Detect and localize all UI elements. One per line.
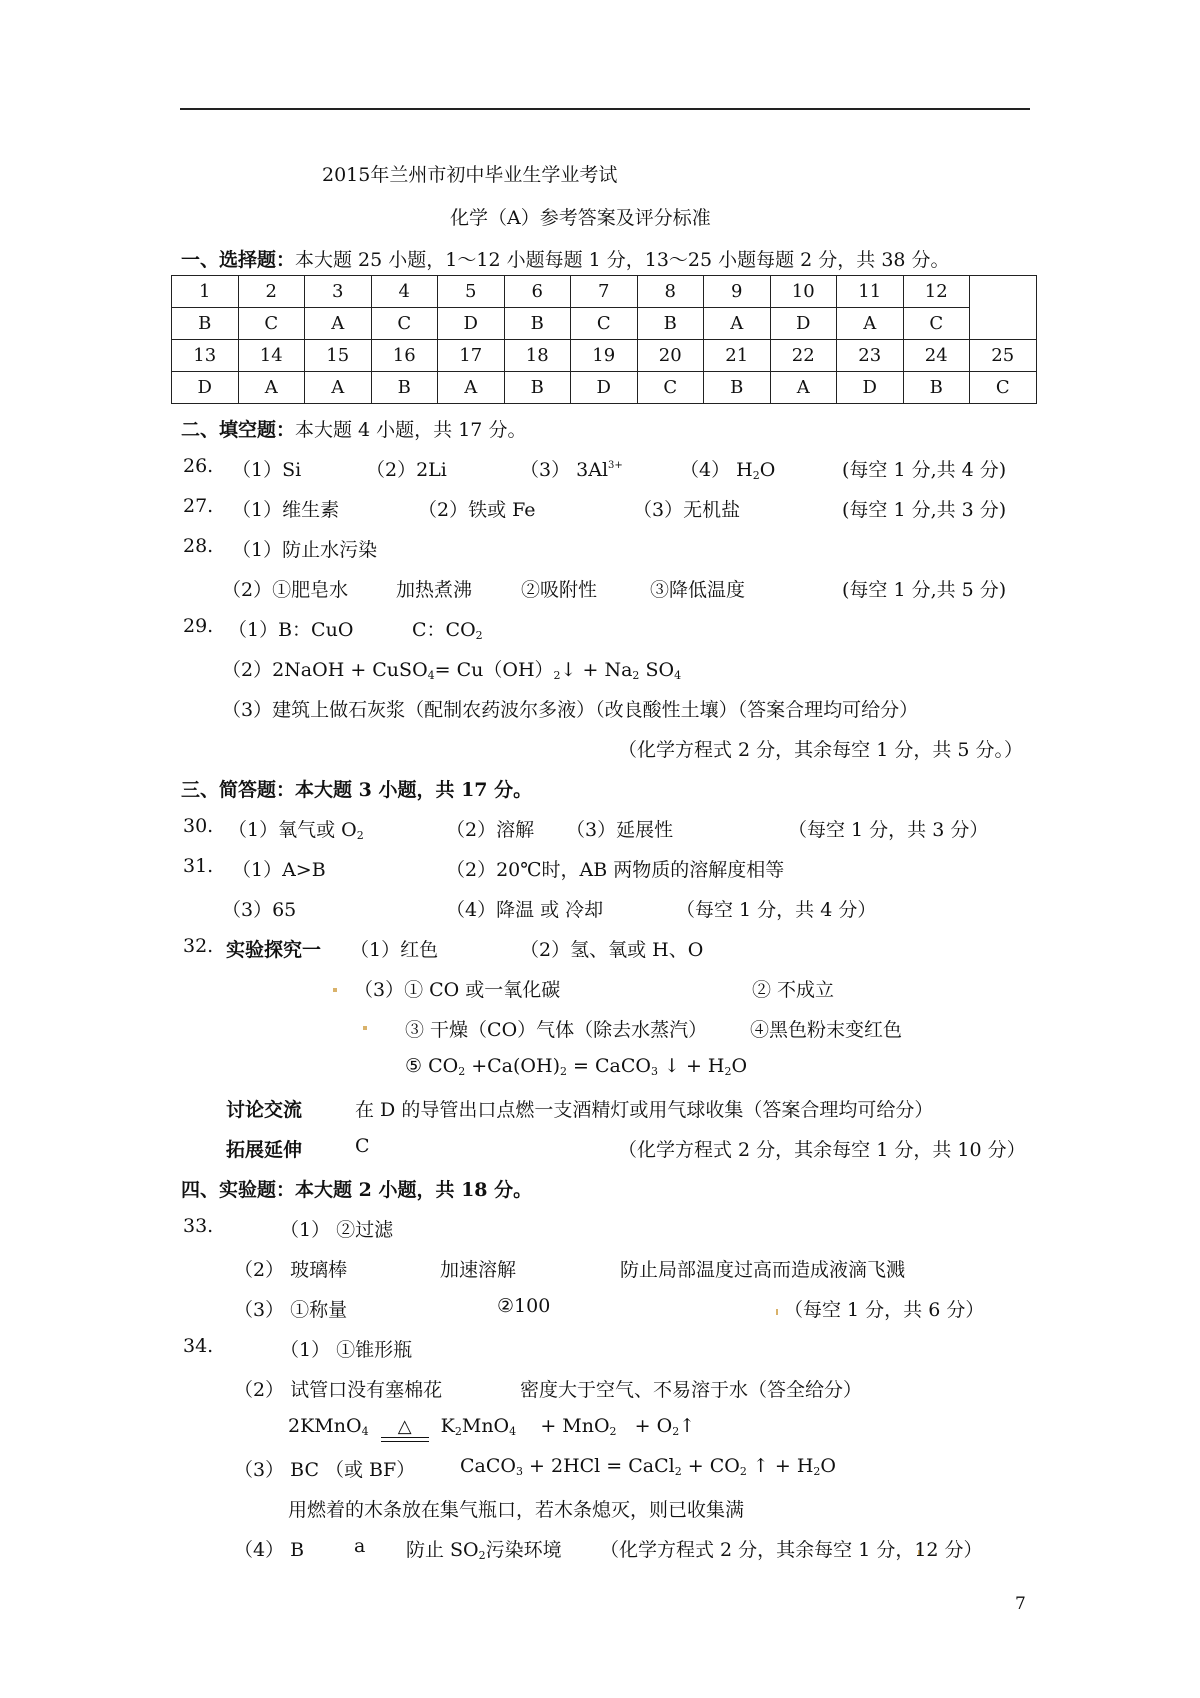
q28-a1: （1）防止水污染 [232, 539, 378, 561]
heat-triangle-icon: △ [397, 1416, 412, 1437]
q32-equation5 [405, 1055, 747, 1078]
page-number: 7 [1015, 1594, 1026, 1614]
table-cell: 19 [571, 340, 638, 372]
table-cell: B [637, 308, 704, 340]
q32-num: 32. [183, 935, 214, 957]
section1-heading-line [181, 245, 950, 272]
q30-a1 [228, 815, 364, 842]
table-cell: A [438, 372, 505, 404]
q32-a3d: ④黑色粉末变红色 [750, 1019, 903, 1041]
q29-num: 29. [183, 615, 214, 637]
exam-title: 2015年兰州市初中毕业生学业考试 [322, 164, 618, 186]
table-cell: D [172, 372, 239, 404]
q31-a2: （2）20℃时，AB 两物质的溶解度相等 [446, 859, 785, 881]
q26-num: 26. [183, 455, 214, 477]
q27-score: (每空 1 分,共 3 分) [842, 499, 1007, 521]
q32-eq5-a-sub: 2 [458, 1065, 466, 1078]
scan-speck [776, 1309, 778, 1315]
q32-a3: （3）① CO 或一氧化碳 [354, 979, 561, 1001]
q32-label-explore: 实验探究一 [226, 939, 322, 961]
q32-eq5-a: ⑤ CO [405, 1055, 459, 1077]
q34-a4c [406, 1535, 562, 1562]
q34-eq1-b-sub: 2 [454, 1425, 462, 1438]
table-cell: 20 [637, 340, 704, 372]
q29-score: （化学方程式 2 分，其余每空 1 分，共 5 分。） [618, 739, 1024, 761]
q26-a3-text: （3） 3Al [520, 459, 609, 481]
q32-eq5-c: = CaCO [566, 1055, 651, 1077]
table-cell: 23 [837, 340, 904, 372]
q29-a1c-text: C：CO [412, 619, 476, 641]
table-cell: B [504, 372, 571, 404]
table-cell: A [305, 372, 372, 404]
q32-eq5-d: ↓ + H [657, 1055, 725, 1077]
q29-eq-b-sub: 2 [553, 669, 561, 682]
table-cell: 11 [837, 276, 904, 308]
table-cell: 7 [571, 276, 638, 308]
table-cell: B [172, 308, 239, 340]
table-row [172, 340, 1037, 372]
header-rule [180, 108, 1030, 110]
q30-a2: （2）溶解 [446, 819, 535, 841]
q26-a4 [680, 455, 775, 482]
heat-condition-arrow [375, 1415, 435, 1437]
q33-a2b: 加速溶解 [440, 1259, 517, 1281]
table-cell: 24 [903, 340, 970, 372]
q26-a1: （1）Si [232, 459, 302, 481]
q33-a1: （1） ②过滤 [280, 1219, 394, 1241]
table-cell: C [571, 308, 638, 340]
q32-a3c: ③ 干燥（CO）气体（除去水蒸汽） [405, 1019, 708, 1041]
section4-heading: 四、实验题：本大题 2 小题，共 18 分。 [181, 1179, 533, 1201]
q32-eq5-d-sub: 2 [724, 1065, 732, 1078]
table-cell-empty [970, 276, 1037, 340]
q32-discussion: 在 D 的导管出口点燃一支酒精灯或用气球收集（答案合理均可给分） [355, 1099, 934, 1121]
table-cell: A [770, 372, 837, 404]
q29-a1b: （1）B：CuO [228, 619, 354, 641]
table-cell: 16 [371, 340, 438, 372]
q28-score: (每空 1 分,共 5 分) [842, 579, 1007, 601]
table-cell: C [970, 372, 1037, 404]
q34-eq2-c-sub: 2 [739, 1465, 747, 1478]
q32-extension: C [355, 1135, 370, 1157]
q26-a4-tail: O [759, 459, 776, 481]
table-cell: 8 [637, 276, 704, 308]
q26-a3 [520, 455, 623, 482]
table-cell: 1 [172, 276, 239, 308]
q31-a1: （1）A>B [232, 859, 326, 881]
table-cell: 3 [305, 276, 372, 308]
q33-num: 33. [183, 1215, 214, 1237]
q34-a1: （1） ①锥形瓶 [280, 1339, 413, 1361]
section1-heading: 一、选择题： [181, 249, 296, 271]
q29-a1c-sub: 2 [475, 629, 483, 642]
table-cell: 17 [438, 340, 505, 372]
q34-eq2-d: ↑ + H [746, 1455, 814, 1477]
q29-a1c [412, 615, 483, 642]
table-cell: C [371, 308, 438, 340]
q34-eq1-e: + O [634, 1415, 673, 1437]
table-row [172, 372, 1037, 404]
q34-a4c-text: 防止 SO [406, 1539, 479, 1561]
answer-key-title: 化学（A）参考答案及评分标准 [450, 207, 711, 229]
q31-a3: （3）65 [222, 899, 297, 921]
q33-a3a: （3） ①称量 [234, 1299, 348, 1321]
q30-a3: （3）延展性 [566, 819, 674, 841]
q34-a2a: （2） 试管口没有塞棉花 [234, 1379, 443, 1401]
table-cell: C [238, 308, 305, 340]
table-cell: 18 [504, 340, 571, 372]
q34-a4a: （4） B [234, 1539, 305, 1561]
table-cell: 14 [238, 340, 305, 372]
table-cell: 6 [504, 276, 571, 308]
q32-score: （化学方程式 2 分，其余每空 1 分，共 10 分） [618, 1139, 1026, 1161]
q32-a2: （2）氢、氧或 H、O [520, 939, 704, 961]
q28-a4: ②吸附性 [521, 579, 598, 601]
section2-desc: 本大题 4 小题，共 17 分。 [295, 419, 527, 441]
q26-a3-sup: 3+ [608, 460, 623, 471]
table-cell: 12 [903, 276, 970, 308]
q34-a2b: 密度大于空气、不易溶于水（答全给分） [520, 1379, 863, 1401]
q27-a1: （1）维生素 [232, 499, 340, 521]
q32-label-discuss: 讨论交流 [226, 1099, 303, 1121]
q29-eq-d-sub: 4 [674, 669, 682, 682]
table-cell: C [903, 308, 970, 340]
q34-eq1-d-sub: 2 [609, 1425, 617, 1438]
table-cell: D [770, 308, 837, 340]
q31-num: 31. [183, 855, 214, 877]
q34-eq1-a-sub: 4 [361, 1425, 369, 1438]
q34-eq2-a: CaCO [460, 1455, 516, 1477]
q32-eq5-c-sub: 3 [650, 1065, 658, 1078]
q34-a3c: 用燃着的木条放在集气瓶口，若木条熄灭，则已收集满 [288, 1499, 745, 1521]
q34-eq2-e: O [820, 1455, 836, 1477]
q27-a3: （3）无机盐 [633, 499, 741, 521]
q26-score: (每空 1 分,共 4 分) [842, 459, 1007, 481]
section2-heading: 二、填空题： [181, 419, 296, 441]
q33-a2a: （2） 玻璃棒 [234, 1259, 348, 1281]
q34-eq1-e-sub: 2 [672, 1425, 680, 1438]
table-cell: 10 [770, 276, 837, 308]
q31-score: （每空 1 分，共 4 分） [676, 899, 877, 921]
q29-eq-b: = Cu（OH） [434, 659, 554, 681]
table-cell: 4 [371, 276, 438, 308]
section2-heading-line [181, 415, 526, 442]
q29-a3: （3）建筑上做石灰浆（配制农药波尔多液）（改良酸性土壤）（答案合理均可给分） [222, 699, 919, 721]
equals-bar [381, 1441, 429, 1442]
q34-a4d: 污染环境 [485, 1539, 562, 1561]
section1-desc: 本大题 25 小题，1～12 小题每题 1 分，13～25 小题每题 2 分，共 38 分。 [295, 249, 950, 271]
q33-a2c: 防止局部温度过高而造成液滴飞溅 [620, 1259, 906, 1281]
section3-heading: 三、简答题：本大题 3 小题，共 17 分。 [181, 779, 533, 801]
q29-eq-d: SO [639, 659, 675, 681]
q34-a4c-sub: 2 [478, 1549, 486, 1562]
q29-eq-a-sub: 4 [427, 669, 435, 682]
table-cell: 5 [438, 276, 505, 308]
q29-eq-c: ↓ + Na [560, 659, 633, 681]
table-cell: A [238, 372, 305, 404]
q34-equation1 [288, 1415, 695, 1438]
q31-a4: （4）降温 或 冷却 [446, 899, 604, 921]
q30-a1-text: （1）氧气或 O [228, 819, 357, 841]
choice-answer-table [171, 275, 1037, 404]
q34-eq2-d-sub: 2 [813, 1465, 821, 1478]
table-cell: A [305, 308, 372, 340]
table-cell: 13 [172, 340, 239, 372]
q29-eq-a: （2）2NaOH + CuSO [222, 659, 428, 681]
table-cell: A [704, 308, 771, 340]
q26-a4-sub: 2 [752, 469, 760, 482]
q26-a4-text: （4） H [680, 459, 753, 481]
scan-speck [363, 1026, 367, 1030]
q30-score: （每空 1 分，共 3 分） [788, 819, 989, 841]
table-cell: 15 [305, 340, 372, 372]
q34-eq1-a: 2KMnO [288, 1415, 362, 1437]
q27-num: 27. [183, 495, 214, 517]
q34-eq1-c: MnO [461, 1415, 510, 1437]
q32-eq5-b: +Ca(OH) [465, 1055, 560, 1077]
q34-equation2 [460, 1455, 836, 1478]
table-row [172, 276, 1037, 308]
q29-equation [222, 655, 681, 682]
q34-eq2-a-sub: 3 [515, 1465, 523, 1478]
scan-speck [333, 988, 337, 992]
q28-a5: ③降低温度 [650, 579, 746, 601]
q34-eq1-b: K [440, 1415, 455, 1437]
q32-eq5-e: O [731, 1055, 748, 1077]
q32-a3b: ② 不成立 [752, 979, 835, 1001]
q28-a3: 加热煮沸 [396, 579, 473, 601]
table-cell: B [704, 372, 771, 404]
q34-eq2-b-sub: 2 [674, 1465, 682, 1478]
table-cell: 21 [704, 340, 771, 372]
q27-a2: （2）铁或 Fe [418, 499, 536, 521]
q33-score: （每空 1 分，共 6 分） [784, 1299, 985, 1321]
table-cell: 25 [970, 340, 1037, 372]
q34-eq2-c: + CO [681, 1455, 740, 1477]
q34-num: 34. [183, 1335, 214, 1357]
table-row [172, 308, 1037, 340]
table-cell: B [903, 372, 970, 404]
table-cell: B [504, 308, 571, 340]
q34-eq1-f: ↑ [679, 1415, 696, 1437]
q34-eq2-b: + 2HCl = CaCl [522, 1455, 675, 1477]
q33-a3b: ②100 [497, 1295, 551, 1317]
table-cell: D [438, 308, 505, 340]
q30-a1-sub: 2 [356, 829, 364, 842]
table-cell: C [637, 372, 704, 404]
q28-a2: （2）①肥皂水 [222, 579, 349, 601]
table-cell: 22 [770, 340, 837, 372]
q30-num: 30. [183, 815, 214, 837]
q26-a2: （2）2Li [366, 459, 447, 481]
q34-a4b: a [354, 1535, 366, 1557]
table-cell: D [837, 372, 904, 404]
q32-a1: （1）红色 [350, 939, 439, 961]
q34-eq1-c-sub: 4 [509, 1425, 517, 1438]
table-cell: 9 [704, 276, 771, 308]
q34-eq1-d: + MnO [540, 1415, 610, 1437]
q34-score: （化学方程式 2 分，其余每空 1 分，12 分） [600, 1539, 983, 1561]
table-cell: D [571, 372, 638, 404]
q32-label-extend: 拓展延伸 [226, 1139, 303, 1161]
table-cell: A [837, 308, 904, 340]
q32-eq5-b-sub: 2 [559, 1065, 567, 1078]
q28-num: 28. [183, 535, 214, 557]
equals-bar [381, 1437, 429, 1438]
q29-eq-c-sub: 2 [632, 669, 640, 682]
table-cell: 2 [238, 276, 305, 308]
q34-a3a: （3） BC （或 BF） [234, 1459, 416, 1481]
table-cell: B [371, 372, 438, 404]
